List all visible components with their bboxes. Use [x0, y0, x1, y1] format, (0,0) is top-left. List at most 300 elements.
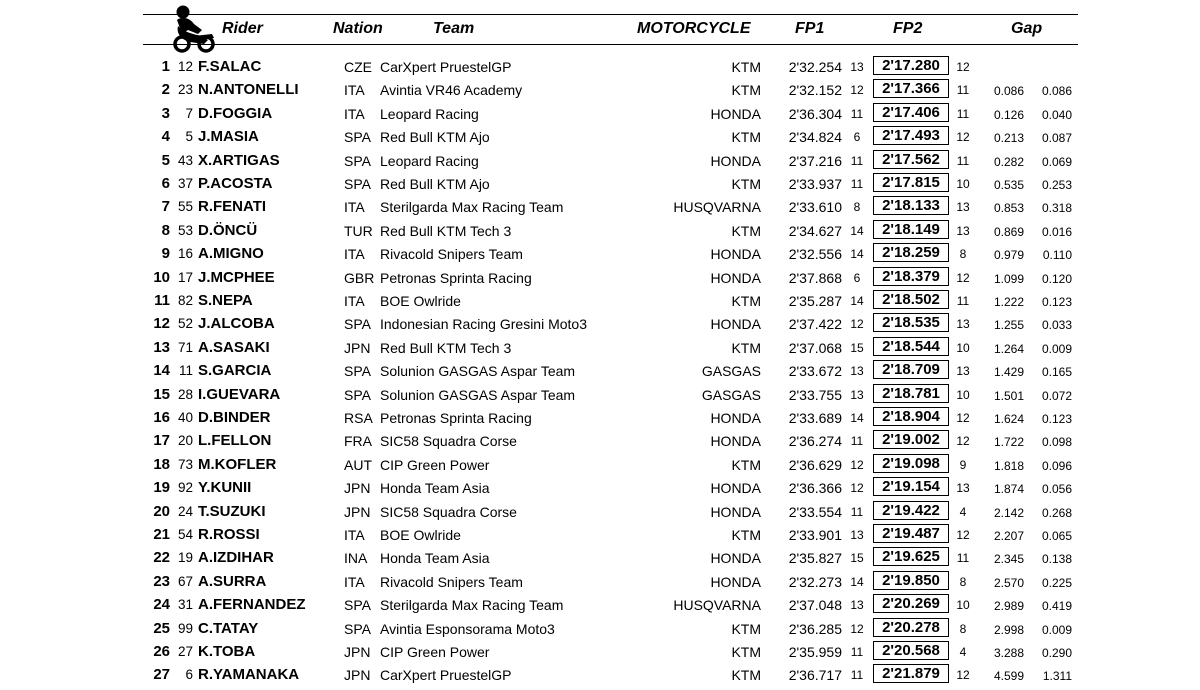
- gap-to-first: 0.853: [993, 201, 1024, 216]
- fp2-laps: 11: [956, 294, 970, 308]
- gap-to-first: 2.207: [993, 529, 1024, 543]
- fp2-time: 2'18.544: [873, 337, 949, 356]
- rider-number: 16: [177, 246, 193, 262]
- rider-number: 92: [177, 480, 193, 496]
- table-row: [0, 103, 1200, 126]
- rider-name: A.FERNANDEZ: [198, 596, 306, 614]
- fp2-time: 2'17.562: [873, 150, 949, 169]
- nation: SPA: [344, 363, 371, 380]
- position: 1: [161, 58, 170, 75]
- rider-name: L.FELLON: [198, 432, 272, 450]
- fp2-time: 2'18.709: [873, 360, 949, 379]
- fp2-laps: 11: [956, 551, 970, 566]
- motorcycle: KTM: [731, 129, 761, 146]
- fp1-laps: 11: [850, 177, 864, 191]
- nation: INA: [344, 550, 368, 567]
- rider-number: 40: [177, 410, 193, 425]
- team-name: BOE Owlride: [380, 293, 461, 309]
- fp2-laps: 8: [959, 574, 967, 589]
- rider-number: 28: [177, 386, 193, 402]
- team-name: Leopard Racing: [380, 105, 479, 122]
- nation: ITA: [344, 82, 365, 99]
- table-row: [0, 337, 1200, 360]
- table-row: [0, 407, 1200, 430]
- gap-to-previous: 0.225: [1041, 575, 1072, 590]
- position: 8: [161, 221, 170, 239]
- fp1-time: 2'32.556: [788, 246, 842, 263]
- rider-number: 17: [177, 269, 193, 285]
- position: 23: [153, 572, 170, 590]
- position: 9: [161, 245, 170, 263]
- rider-name: J.MCPHEE: [198, 268, 275, 286]
- gap-to-previous: 0.065: [1041, 529, 1072, 543]
- position: 16: [153, 409, 170, 426]
- fp1-time: 2'37.068: [788, 339, 842, 356]
- rider-name: M.KOFLER: [198, 455, 277, 473]
- gap-to-previous: 0.009: [1041, 622, 1072, 637]
- fp2-laps: 13: [956, 223, 970, 238]
- team-name: CIP Green Power: [380, 456, 490, 473]
- gap-to-first: 0.213: [993, 131, 1024, 146]
- fp1-laps: 6: [853, 270, 861, 285]
- fp1-laps: 13: [850, 364, 864, 379]
- motorcycle: KTM: [731, 527, 761, 543]
- motorcycle: GASGAS: [701, 386, 761, 403]
- fp1-time: 2'36.285: [788, 620, 842, 637]
- nation: AUT: [344, 456, 372, 473]
- position: 26: [153, 643, 170, 660]
- fp2-time: 2'18.259: [873, 243, 949, 262]
- gap-to-previous: 0.290: [1041, 646, 1072, 660]
- fp2-time: 2'18.133: [873, 196, 949, 215]
- fp1-time: 2'35.827: [788, 550, 842, 567]
- fp1-laps: 14: [850, 411, 864, 425]
- motorcycle: KTM: [731, 456, 761, 473]
- motorcycle: HONDA: [710, 550, 761, 567]
- position: 17: [153, 432, 170, 450]
- rider-name: T.SUZUKI: [198, 502, 266, 520]
- gap-to-first: 0.869: [993, 224, 1024, 239]
- gap-to-previous: 0.098: [1041, 435, 1072, 450]
- gap-to-previous: 0.016: [1041, 224, 1072, 239]
- fp1-time: 2'34.627: [788, 222, 842, 239]
- gap-to-previous: 0.096: [1041, 458, 1072, 473]
- gap-to-previous: 0.040: [1041, 107, 1072, 122]
- fp1-laps: 6: [853, 130, 861, 145]
- motorcycle: HONDA: [710, 269, 761, 286]
- fp1-laps: 15: [850, 340, 864, 355]
- fp1-laps: 12: [850, 83, 864, 98]
- gap-to-previous: 0.069: [1041, 154, 1072, 169]
- table-row: [0, 547, 1200, 570]
- gap-to-previous: 0.419: [1041, 599, 1072, 614]
- motorcycle: HONDA: [710, 573, 761, 590]
- fp2-laps: 13: [956, 317, 970, 332]
- motorcycle: HONDA: [710, 410, 761, 426]
- gap-to-first: 1.818: [993, 458, 1024, 473]
- position: 7: [161, 198, 170, 216]
- team-name: Red Bull KTM Tech 3: [380, 339, 512, 356]
- nation: FRA: [344, 433, 372, 450]
- fp2-laps: 10: [956, 177, 970, 191]
- rider-name: J.MASIA: [198, 128, 259, 146]
- team-name: Honda Team Asia: [380, 480, 490, 497]
- nation: ITA: [344, 246, 365, 263]
- team-name: Avintia VR46 Academy: [380, 82, 523, 99]
- nation: JPN: [344, 644, 371, 660]
- nation: ITA: [344, 573, 365, 590]
- gap-to-previous: 0.253: [1041, 178, 1072, 192]
- fp1-time: 2'37.868: [788, 269, 842, 286]
- nation: ITA: [344, 105, 365, 122]
- team-name: SIC58 Squadra Corse: [380, 433, 517, 450]
- fp1-time: 2'33.937: [788, 176, 842, 192]
- rider-name: F.SALAC: [198, 58, 262, 75]
- fp2-time: 2'19.002: [873, 430, 949, 449]
- fp1-time: 2'36.629: [788, 456, 842, 473]
- rider-number: 54: [177, 527, 193, 542]
- fp2-time: 2'19.098: [873, 454, 949, 473]
- nation: SPA: [344, 620, 371, 637]
- position: 25: [153, 619, 170, 637]
- rider-name: A.SURRA: [198, 572, 267, 590]
- rider-number: 5: [185, 129, 193, 145]
- motorcycle: HONDA: [710, 316, 761, 333]
- table-row: [0, 571, 1200, 594]
- gap-to-previous: 0.056: [1041, 482, 1072, 497]
- nation: TUR: [344, 222, 373, 239]
- header-fp1: FP1: [795, 20, 825, 37]
- nation: SPA: [344, 316, 371, 333]
- rider-name: K.TOBA: [198, 643, 256, 660]
- table-row: [0, 150, 1200, 173]
- motorcycle: HONDA: [710, 105, 761, 122]
- fp2-time: 2'18.149: [873, 220, 949, 239]
- fp2-time: 2'19.625: [873, 547, 949, 566]
- rider-name: X.ARTIGAS: [198, 151, 280, 169]
- fp1-time: 2'37.422: [788, 316, 842, 333]
- rider-name: D.ÖNCÜ: [198, 221, 258, 239]
- header-nation: Nation: [333, 20, 383, 37]
- position: 21: [153, 526, 170, 543]
- fp2-time: 2'21.879: [873, 664, 949, 683]
- fp2-time: 2'18.781: [873, 384, 949, 403]
- motorcycle: HONDA: [710, 246, 761, 263]
- fp1-time: 2'35.959: [788, 644, 842, 660]
- position: 6: [161, 175, 170, 192]
- fp2-time: 2'20.278: [873, 618, 949, 637]
- fp1-laps: 13: [850, 60, 864, 74]
- motorcycle: HUSQVARNA: [673, 597, 761, 614]
- fp1-time: 2'33.689: [788, 410, 842, 426]
- motorcycle: KTM: [731, 82, 761, 99]
- fp1-time: 2'37.216: [788, 152, 842, 169]
- fp1-time: 2'37.048: [788, 597, 842, 614]
- table-row: [0, 384, 1200, 407]
- team-name: Rivacold Snipers Team: [380, 246, 523, 263]
- gap-to-previous: 0.086: [1041, 84, 1072, 99]
- rider-number: 31: [177, 597, 193, 613]
- fp2-time: 2'17.280: [873, 56, 949, 75]
- rider-number: 20: [177, 433, 193, 449]
- fp2-laps: 12: [956, 60, 970, 74]
- rider-number: 6: [185, 667, 193, 683]
- motorcycle-rider-icon: [168, 4, 218, 54]
- fp1-laps: 14: [850, 223, 864, 238]
- nation: JPN: [344, 480, 371, 497]
- table-row: [0, 79, 1200, 102]
- table-row: [0, 664, 1200, 687]
- fp2-time: 2'20.568: [873, 641, 949, 660]
- team-name: SIC58 Squadra Corse: [380, 503, 517, 520]
- fp2-time: 2'18.379: [873, 267, 949, 286]
- fp2-laps: 13: [956, 364, 970, 379]
- table-row: [0, 454, 1200, 477]
- gap-to-previous: 0.120: [1041, 271, 1072, 286]
- fp2-laps: 4: [959, 645, 967, 659]
- header-team: Team: [433, 20, 475, 37]
- gap-to-first: 1.624: [993, 412, 1024, 426]
- rider-number: 11: [178, 363, 193, 379]
- nation: SPA: [344, 176, 371, 192]
- position: 18: [153, 455, 170, 473]
- fp1-laps: 11: [850, 668, 864, 683]
- table-row: [0, 56, 1200, 79]
- fp1-laps: 14: [850, 294, 864, 308]
- team-name: Leopard Racing: [380, 152, 479, 169]
- rider-number: 23: [177, 82, 193, 98]
- gap-to-previous: 0.087: [1041, 131, 1072, 146]
- position: 24: [153, 596, 170, 614]
- fp1-time: 2'33.901: [788, 527, 842, 543]
- rider-number: 73: [177, 456, 193, 472]
- fp2-laps: 10: [956, 387, 970, 402]
- fp1-time: 2'36.304: [788, 105, 842, 122]
- rider-number: 55: [177, 199, 193, 215]
- table-row: [0, 477, 1200, 500]
- fp1-time: 2'32.273: [788, 573, 842, 590]
- gap-to-previous: 1.311: [1042, 669, 1072, 684]
- gap-to-first: 2.345: [993, 552, 1024, 567]
- position: 15: [153, 385, 170, 403]
- team-name: Sterilgarda Max Racing Team: [380, 597, 564, 614]
- fp1-laps: 11: [850, 153, 864, 168]
- fp2-laps: 13: [956, 200, 970, 215]
- team-name: CarXpert PruestelGP: [380, 59, 512, 75]
- position: 14: [153, 362, 170, 380]
- gap-to-first: 2.989: [993, 599, 1024, 614]
- gap-to-first: 1.222: [993, 295, 1024, 309]
- gap-to-first: 1.874: [993, 482, 1024, 497]
- team-name: Solunion GASGAS Aspar Team: [380, 363, 576, 380]
- header-motorcycle: MOTORCYCLE: [637, 20, 751, 37]
- fp1-laps: 11: [850, 645, 864, 659]
- team-name: Indonesian Racing Gresini Moto3: [380, 316, 588, 333]
- table-row: [0, 524, 1200, 547]
- table-row: [0, 173, 1200, 196]
- motorcycle: HONDA: [710, 480, 761, 497]
- fp1-laps: 14: [850, 247, 864, 262]
- position: 13: [153, 338, 170, 356]
- team-name: Solunion GASGAS Aspar Team: [380, 386, 576, 403]
- motorcycle: GASGAS: [701, 363, 761, 380]
- position: 20: [153, 502, 170, 520]
- position: 27: [153, 666, 170, 684]
- team-name: CarXpert PruestelGP: [380, 667, 512, 684]
- rider-number: 67: [177, 573, 193, 589]
- gap-to-first: 0.086: [993, 84, 1024, 99]
- nation: ITA: [344, 293, 365, 309]
- gap-to-first: 0.126: [993, 107, 1024, 122]
- position: 22: [153, 549, 170, 567]
- fp2-time: 2'19.422: [873, 501, 949, 520]
- gap-to-first: 1.501: [993, 388, 1024, 403]
- fp1-time: 2'33.672: [788, 363, 842, 380]
- fp1-time: 2'36.274: [788, 433, 842, 450]
- motorcycle: KTM: [731, 59, 761, 75]
- fp1-laps: 11: [850, 106, 864, 121]
- nation: SPA: [344, 152, 371, 169]
- position: 11: [154, 292, 170, 309]
- header-top-rule: [143, 14, 1078, 15]
- gap-to-first: 2.142: [993, 505, 1024, 520]
- rider-number: 43: [177, 152, 193, 168]
- motorcycle: KTM: [731, 293, 761, 309]
- rider-number: 24: [177, 503, 193, 519]
- table-row: [0, 243, 1200, 266]
- fp1-time: 2'33.610: [788, 199, 842, 216]
- fp1-time: 2'33.755: [788, 386, 842, 403]
- table-row: [0, 430, 1200, 453]
- team-name: Petronas Sprinta Racing: [380, 410, 532, 426]
- table-row: [0, 641, 1200, 664]
- nation: JPN: [344, 667, 371, 684]
- rider-name: N.ANTONELLI: [198, 81, 299, 99]
- gap-to-first: 2.570: [993, 575, 1024, 590]
- nation: CZE: [344, 59, 372, 75]
- gap-to-first: 1.429: [993, 365, 1024, 380]
- fp2-laps: 12: [956, 668, 970, 683]
- gap-to-previous: 0.072: [1041, 388, 1072, 403]
- fp2-laps: 11: [956, 83, 970, 98]
- team-name: Red Bull KTM Ajo: [380, 176, 490, 192]
- gap-to-first: 4.599: [993, 669, 1024, 684]
- table-row: [0, 290, 1200, 313]
- position: 5: [161, 151, 170, 169]
- fp1-laps: 11: [850, 504, 864, 519]
- nation: ITA: [344, 199, 365, 216]
- fp1-time: 2'33.554: [788, 503, 842, 520]
- fp2-laps: 12: [956, 270, 970, 285]
- team-name: BOE Owlride: [380, 527, 461, 543]
- motorcycle: HUSQVARNA: [673, 199, 761, 216]
- fp2-time: 2'17.406: [873, 103, 949, 122]
- fp1-laps: 12: [850, 457, 864, 472]
- rider-name: J.ALCOBA: [198, 315, 275, 333]
- gap-to-previous: 0.138: [1041, 552, 1072, 567]
- fp2-time: 2'19.487: [873, 524, 949, 543]
- gap-to-first: 1.264: [993, 341, 1024, 356]
- rider-name: A.MIGNO: [198, 245, 264, 263]
- fp2-time: 2'18.535: [873, 313, 949, 332]
- rider-name: D.BINDER: [198, 409, 271, 426]
- table-row: [0, 220, 1200, 243]
- fp2-laps: 12: [956, 528, 970, 542]
- position: 12: [153, 315, 170, 333]
- motorcycle: HONDA: [710, 503, 761, 520]
- nation: SPA: [344, 386, 371, 403]
- fp1-time: 2'35.287: [788, 293, 842, 309]
- motorcycle: KTM: [731, 339, 761, 356]
- nation: RSA: [344, 410, 373, 426]
- team-name: Honda Team Asia: [380, 550, 490, 567]
- rider-name: A.SASAKI: [198, 338, 270, 356]
- fp1-laps: 12: [850, 317, 864, 332]
- table-row: [0, 196, 1200, 219]
- position: 10: [153, 268, 170, 286]
- table-row: [0, 126, 1200, 149]
- fp1-laps: 13: [850, 387, 864, 402]
- position: 2: [161, 81, 170, 99]
- motorcycle: KTM: [731, 222, 761, 239]
- header-bottom-rule: [143, 44, 1078, 45]
- nation: JPN: [344, 503, 371, 520]
- position: 3: [161, 104, 170, 122]
- team-name: Sterilgarda Max Racing Team: [380, 199, 564, 216]
- nation: JPN: [344, 339, 371, 356]
- gap-to-previous: 0.165: [1041, 365, 1072, 380]
- rider-number: 82: [177, 293, 193, 308]
- fp2-laps: 8: [959, 621, 967, 636]
- gap-to-previous: 0.033: [1041, 318, 1072, 333]
- fp1-laps: 11: [850, 434, 864, 449]
- motorcycle: HONDA: [710, 152, 761, 169]
- fp1-time: 2'34.824: [788, 129, 842, 146]
- rider-name: A.IZDIHAR: [198, 549, 274, 567]
- position: 4: [161, 128, 170, 146]
- fp1-time: 2'36.366: [788, 480, 842, 497]
- gap-to-first: 0.282: [993, 154, 1024, 169]
- header-gap: Gap: [1011, 20, 1043, 37]
- position: 19: [153, 479, 170, 497]
- fp1-laps: 13: [850, 528, 864, 542]
- fp2-laps: 9: [959, 457, 967, 472]
- fp2-laps: 11: [956, 153, 970, 168]
- fp2-time: 2'17.366: [873, 79, 949, 98]
- rider-number: 52: [177, 316, 193, 332]
- rider-name: S.GARCIA: [198, 362, 272, 380]
- rider-number: 37: [177, 176, 193, 191]
- team-name: Rivacold Snipers Team: [380, 573, 523, 590]
- gap-to-previous: 0.268: [1041, 505, 1072, 520]
- team-name: Petronas Sprinta Racing: [380, 269, 532, 286]
- fp2-laps: 8: [959, 247, 967, 262]
- fp2-laps: 10: [956, 340, 970, 355]
- fp2-laps: 12: [956, 434, 970, 449]
- team-name: CIP Green Power: [380, 644, 490, 660]
- team-name: Avintia Esponsorama Moto3: [380, 620, 555, 637]
- rider-name: R.ROSSI: [198, 526, 260, 543]
- table-row: [0, 594, 1200, 617]
- fp2-time: 2'20.269: [873, 594, 949, 613]
- fp2-time: 2'17.815: [873, 173, 949, 192]
- fp1-laps: 8: [853, 200, 861, 215]
- gap-to-first: 3.288: [993, 646, 1024, 660]
- rider-name: I.GUEVARA: [198, 385, 281, 403]
- motorcycle: KTM: [731, 176, 761, 192]
- fp2-laps: 4: [959, 504, 967, 519]
- fp2-time: 2'19.850: [873, 571, 949, 590]
